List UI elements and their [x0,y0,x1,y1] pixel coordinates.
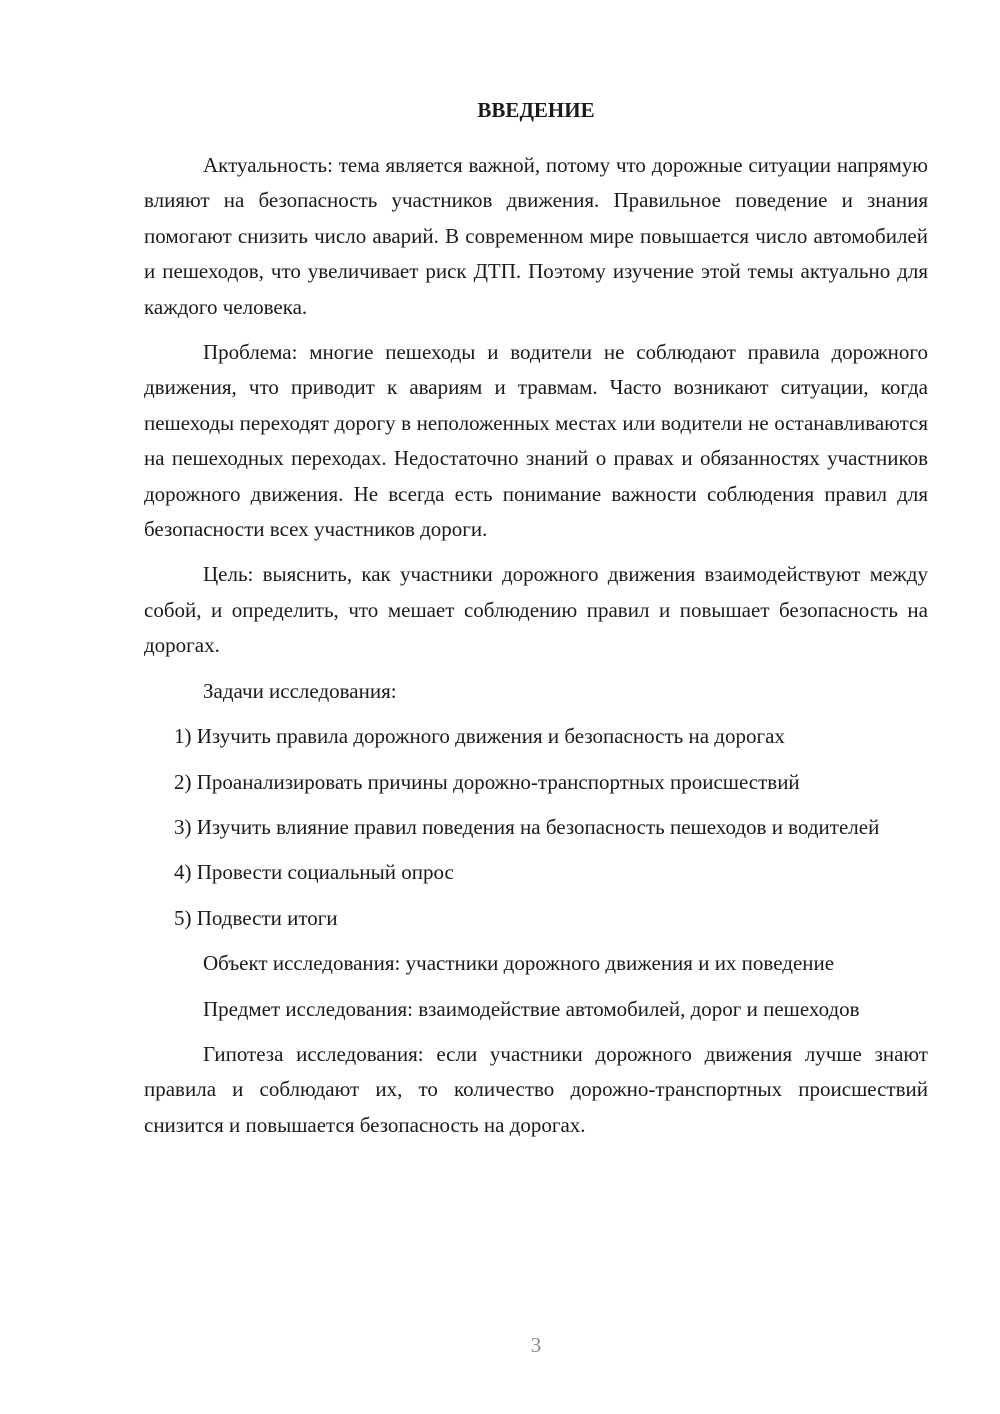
paragraph-subject: Предмет исследования: взаимодействие автомобилей, дорог и пешеходов [203,996,860,1021]
tasks-heading: Задачи исследования: [203,678,397,703]
task-item-5: 5) Подвести итоги [174,905,338,930]
task-item-1: 1) Изучить правила дорожного движения и безопасность на дорогах [174,724,785,749]
paragraph-hypothesis: Гипотеза исследования: если участники дорожного движения лучше знают правила и соблюдают их, то количество дорожно-транспортных происшествий снизится и повышается безопасность на дорогах. [144,1041,928,1137]
task-item-2: 2) Проанализировать причины дорожно-транспортных происшествий [174,769,800,794]
paragraph-goal: Цель: выяснить, как участники дорожного движения взаимодействуют между собой, и определить, что мешает соблюдению правил и повышает безопасность на дорогах. [144,562,928,658]
paragraph-relevance: Актуальность: тема является важной, потому что дорожные ситуации напрямую влияют на безопасность участников движения. Правильное поведение и знания помогают снизить число аварий. В современном мире повышается число автомобилей и пешеходов, что увеличивает риск ДТП. Поэтому изучение этой темы актуально для каждого человека. [144,153,928,319]
page-number: 3 [530,1333,542,1357]
task-item-3: 3) Изучить влияние правил поведения на безопасность пешеходов и водителей [174,814,880,839]
paragraph-object: Объект исследования: участники дорожного движения и их поведение [203,951,835,976]
task-item-4: 4) Провести социальный опрос [174,860,454,885]
paragraph-problem: Проблема: многие пешеходы и водители не соблюдают правила дорожного движения, что приводит к авариям и травмам. Часто возникают ситуации, когда пешеходы переходят дорогу в неположенных местах или водители не останавливаются на пешеходных переходах. Недостаточно знаний о правах и обязанностях участников дорожного движения. Не всегда есть понимание важности соблюдения правил для безопасности всех участников дороги. [144,340,928,542]
document-page [144,92,928,1153]
page-title: ВВЕДЕНИЕ [477,98,595,122]
